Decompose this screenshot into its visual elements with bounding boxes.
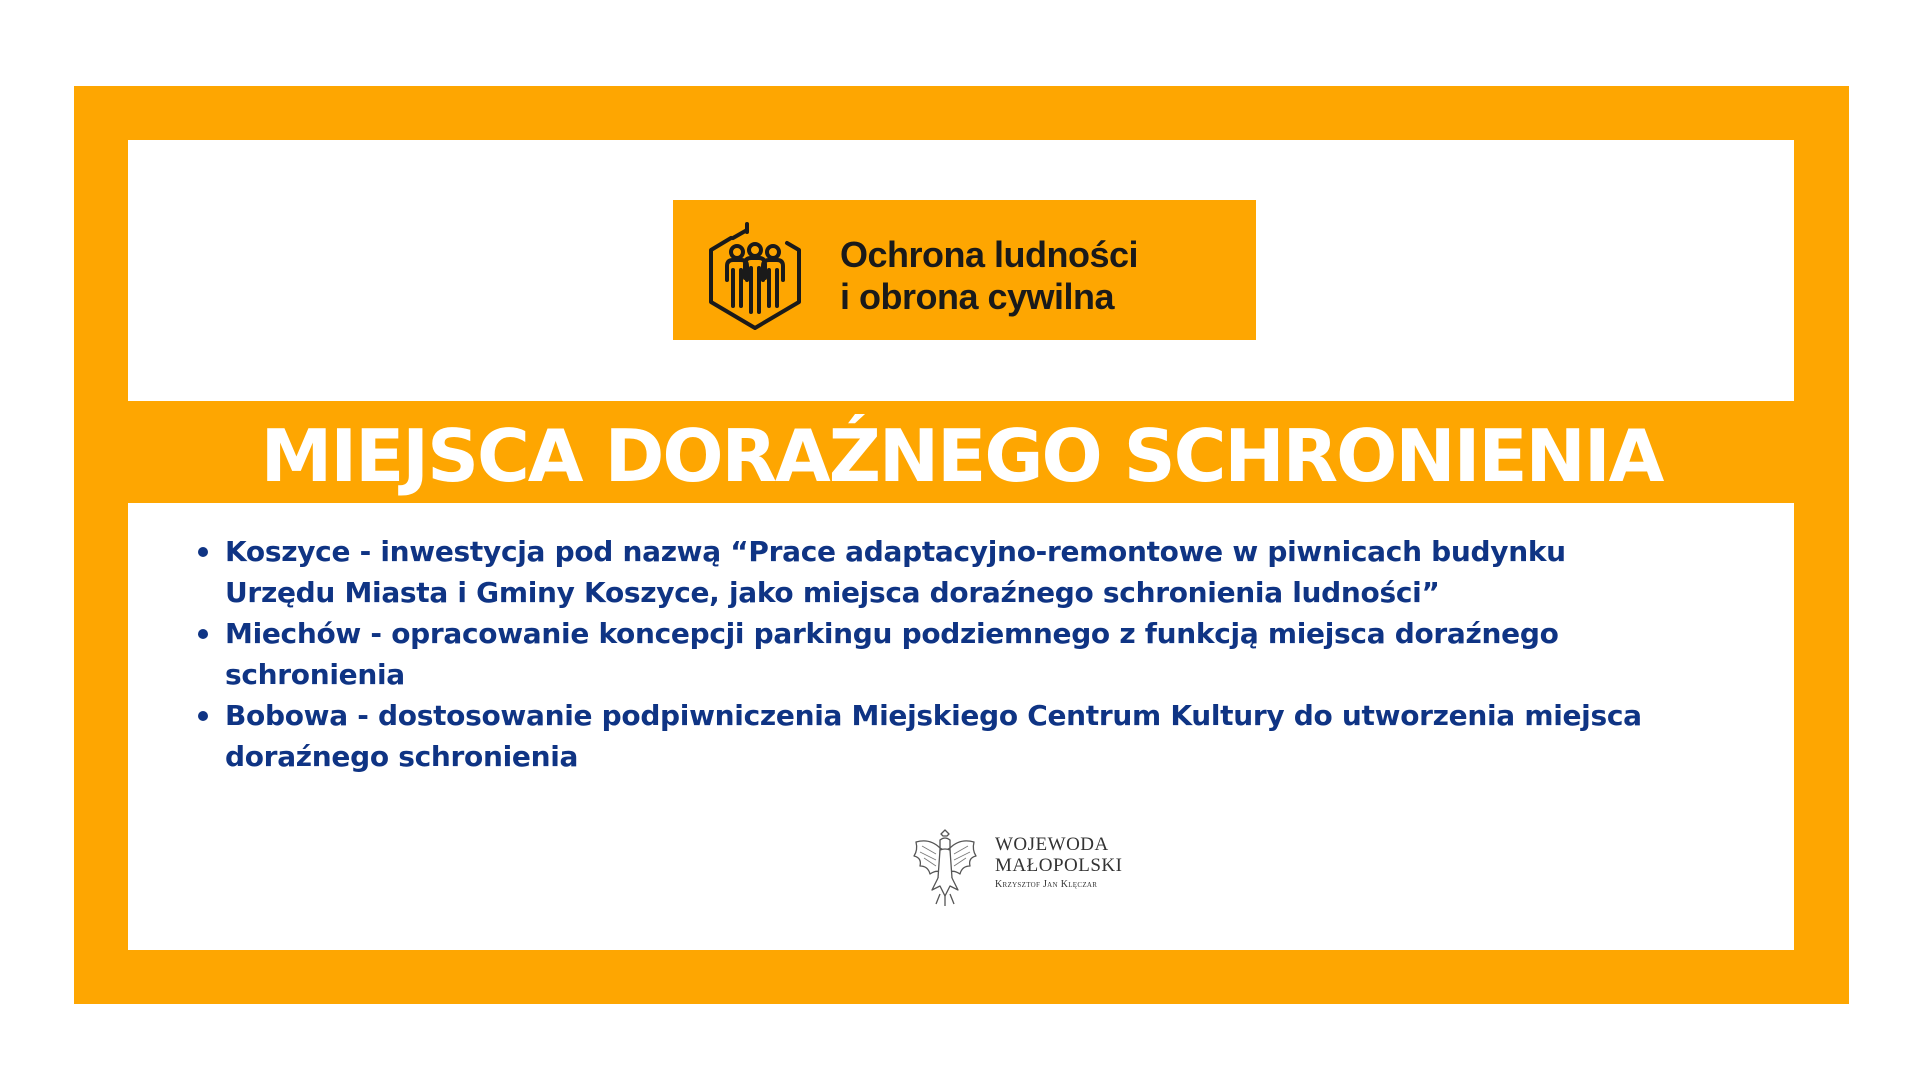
list-item-line: Koszyce - inwestycja pod nazwą “Prace adaptacyjno-remontowe w piwnicach budynku xyxy=(225,535,1566,568)
list-item xyxy=(225,695,1785,777)
list-item-line: Urzędu Miasta i Gminy Koszyce, jako miejsca doraźnego schronienia ludności” xyxy=(225,576,1440,609)
voivode-title xyxy=(995,834,1122,876)
voivode-emblem xyxy=(910,828,1210,908)
bullet-dot xyxy=(198,547,208,557)
bullet-dot xyxy=(198,629,208,639)
white-eagle-emblem-icon xyxy=(910,828,980,908)
bullet-dot xyxy=(198,711,208,721)
voivode-title-line2: MAŁOPOLSKI xyxy=(995,855,1123,876)
list-item-line: schronienia xyxy=(225,658,405,691)
orange-frame xyxy=(74,86,1849,1004)
shelter-list xyxy=(198,531,1785,777)
list-item-line: Miechów - opracowanie koncepcji parkingu podziemnego z funkcją miejsca doraźnego xyxy=(225,617,1559,650)
list-item xyxy=(225,613,1785,695)
content-panel xyxy=(128,503,1794,950)
program-name-line2: i obrona cywilna xyxy=(840,276,1115,317)
program-logo xyxy=(673,200,1256,340)
voivode-name: Krzysztof Jan Klęczar xyxy=(995,879,1098,890)
list-item xyxy=(225,531,1785,613)
list-item-line: doraźnego schronienia xyxy=(225,740,579,773)
program-name xyxy=(840,234,1138,318)
header-panel xyxy=(128,140,1794,401)
voivode-title-line1: WOJEWODA xyxy=(995,834,1109,855)
list-item-line: Bobowa - dostosowanie podpiwniczenia Miejskiego Centrum Kultury do utworzenia miejsca xyxy=(225,699,1642,732)
program-name-line1: Ochrona ludności xyxy=(840,234,1139,275)
people-in-hexagon-icon xyxy=(703,220,807,332)
page-title: MIEJSCA DORAŹNEGO SCHRONIENIA xyxy=(260,414,1663,498)
